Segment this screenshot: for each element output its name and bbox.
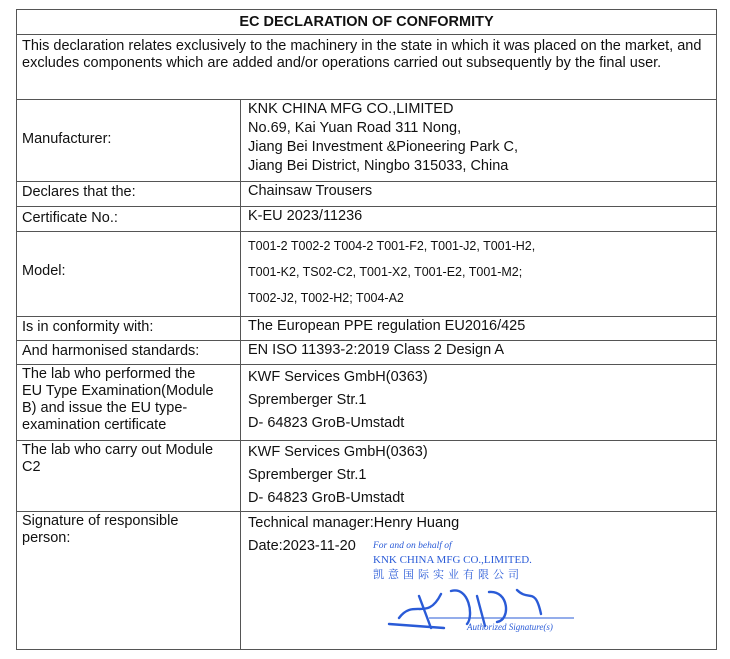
stamp-company-text: KNK CHINA MFG CO.,LIMITED.	[373, 554, 532, 566]
stamp-chinese-text: 凯意国际实业有限公司	[373, 568, 523, 581]
conformity-label: Is in conformity with:	[22, 319, 154, 335]
lab-c2-value	[248, 441, 428, 510]
manufacturer-label: Manufacturer:	[22, 131, 112, 147]
lab-city: D- 64823 GroB-Umstadt	[248, 415, 405, 431]
conformity-value: The European PPE regulation EU2016/425	[248, 318, 526, 334]
model-line: T001-K2, TS02-C2, T001-X2, T001-E2, T001-M2;	[248, 265, 523, 279]
manufacturer-value	[248, 100, 518, 176]
lab-city: D- 64823 GroB-Umstadt	[248, 490, 405, 506]
lab-c2-label	[22, 442, 213, 476]
column-divider	[240, 99, 241, 650]
label-line: The lab who carry out Module	[22, 442, 214, 458]
signature-date: Date:2023-11-20	[248, 538, 356, 554]
technical-manager: Technical manager:Henry Huang	[248, 515, 460, 531]
lab-street: Spremberger Str.1	[248, 467, 367, 483]
standards-label: And harmonised standards:	[22, 343, 200, 359]
label-line: C2	[22, 459, 41, 475]
certificate-label: Certificate No.:	[22, 210, 118, 226]
document-title: EC DECLARATION OF CONFORMITY	[17, 10, 716, 35]
model-label: Model:	[22, 263, 66, 279]
standards-value: EN ISO 11393-2:2019 Class 2 Design A	[248, 342, 505, 358]
signature-label	[22, 513, 178, 547]
stamp-authorized-text: Authorized Signature(s)	[467, 622, 553, 632]
label-line: EU Type Examination(Module	[22, 383, 214, 399]
company-stamp-signature	[369, 536, 584, 632]
manufacturer-address-line: Jiang Bei Investment &Pioneering Park C,	[248, 139, 518, 155]
manufacturer-name: KNK CHINA MFG CO.,LIMITED	[248, 101, 454, 117]
lab-type-exam-value	[248, 366, 428, 435]
lab-type-exam-label	[22, 366, 214, 434]
declares-value: Chainsaw Trousers	[248, 183, 373, 199]
model-value	[248, 233, 535, 311]
manufacturer-address-line: No.69, Kai Yuan Road 311 Nong,	[248, 120, 462, 136]
certificate-value: K-EU 2023/11236	[248, 208, 363, 224]
stamp-behalf-text: For and on behalf of	[373, 541, 452, 551]
label-line: examination certificate	[22, 417, 167, 433]
declaration-document	[16, 9, 717, 650]
intro-paragraph: This declaration relates exclusively to the machinery in the state in which it was placed on the market, and excludes components which are added and/or operations carried out subsequently by the final user.	[22, 38, 702, 71]
label-line: Signature of responsible	[22, 513, 179, 529]
lab-street: Spremberger Str.1	[248, 392, 367, 408]
model-line: T002-J2, T002-H2; T004-A2	[248, 291, 404, 305]
row-divider	[17, 364, 716, 365]
row-divider	[17, 206, 716, 207]
lab-name: KWF Services GmbH(0363)	[248, 369, 428, 385]
label-line: The lab who performed the	[22, 366, 196, 382]
row-divider	[17, 231, 716, 232]
label-line: B) and issue the EU type-	[22, 400, 188, 416]
manufacturer-address-line: Jiang Bei District, Ningbo 315033, China	[248, 158, 509, 174]
label-line: person:	[22, 530, 71, 546]
model-line: T001-2 T002-2 T004-2 T001-F2, T001-J2, T001-H2,	[248, 239, 536, 253]
lab-name: KWF Services GmbH(0363)	[248, 444, 428, 460]
declares-label: Declares that the:	[22, 184, 136, 200]
